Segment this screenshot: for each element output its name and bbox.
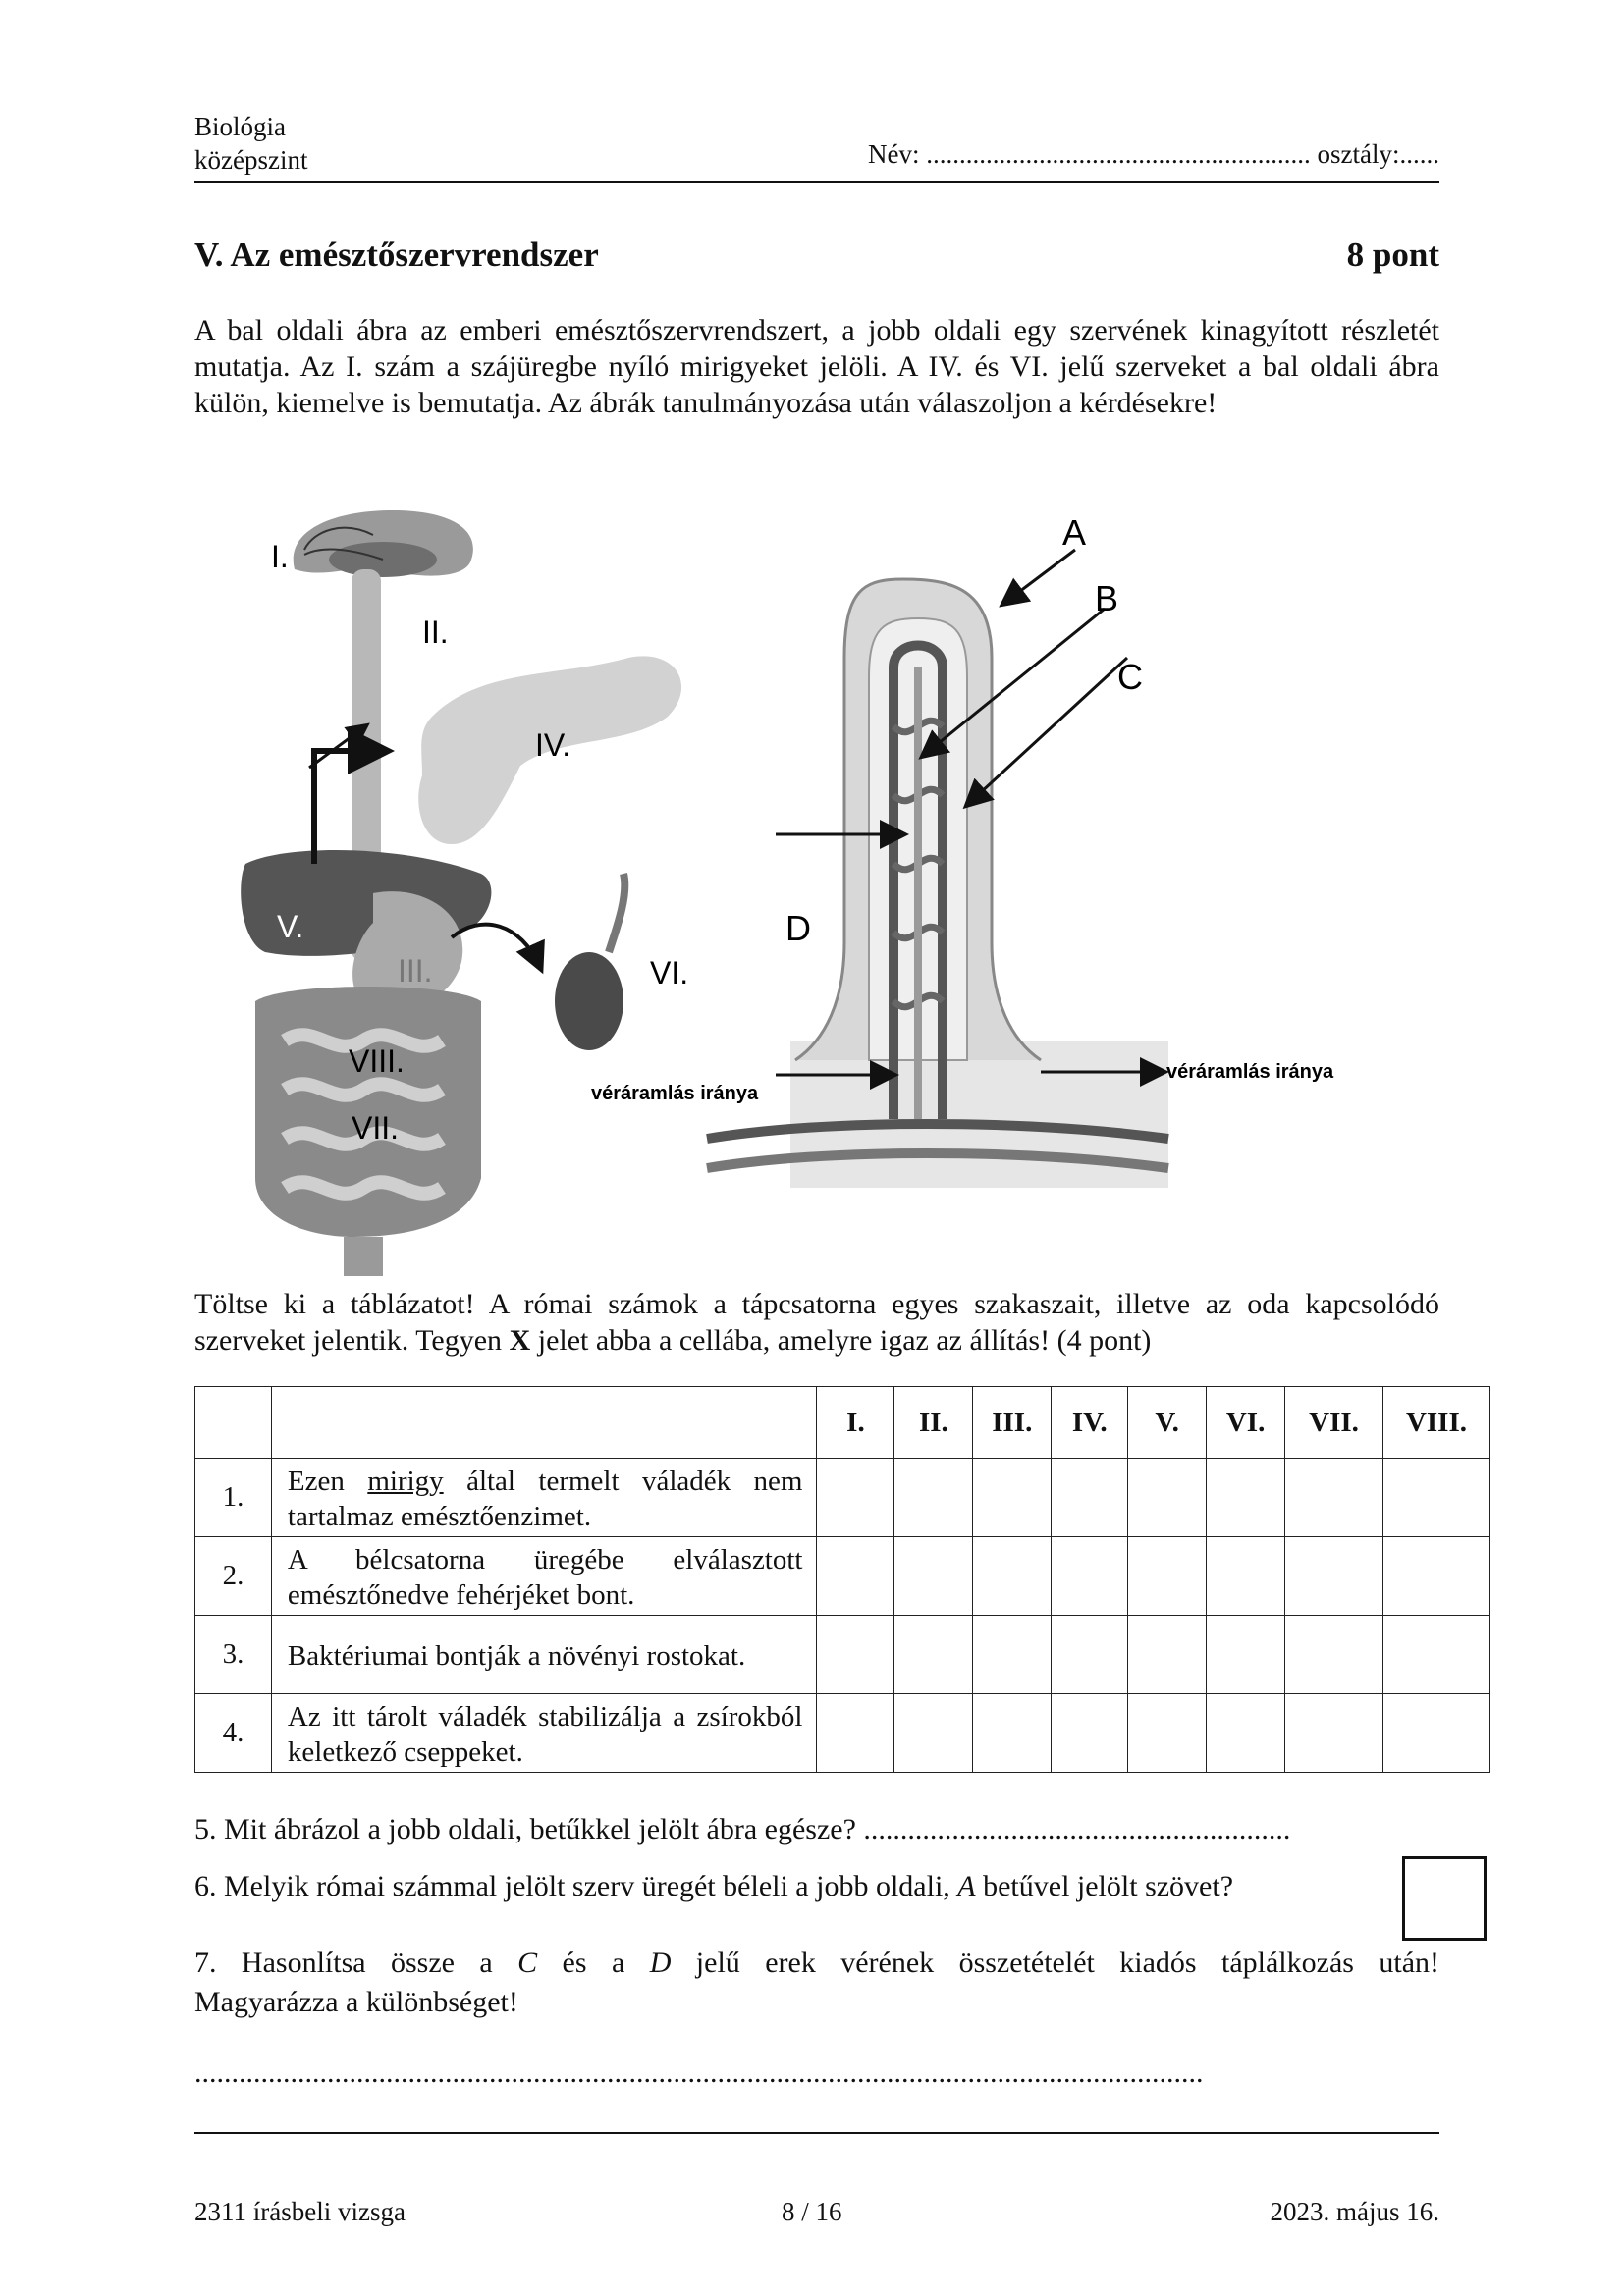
column-header: V. (1128, 1387, 1207, 1459)
column-header: VI. (1207, 1387, 1285, 1459)
answer-cell[interactable] (1285, 1616, 1383, 1694)
column-header: I. (817, 1387, 894, 1459)
question-6-letter: A (957, 1870, 976, 1902)
column-header: VII. (1285, 1387, 1383, 1459)
flow-out-label: véráramlás iránya (1166, 1061, 1334, 1083)
label-d: D (785, 908, 811, 948)
column-header: IV. (1052, 1387, 1128, 1459)
column-header: VIII. (1382, 1387, 1489, 1459)
table-row (195, 1459, 1490, 1537)
header-level: középszint (194, 145, 308, 175)
answer-cell[interactable] (1207, 1459, 1285, 1537)
answer-cell[interactable] (1382, 1616, 1489, 1694)
answer-cell[interactable] (894, 1694, 973, 1773)
answer-cell[interactable] (817, 1459, 894, 1537)
answer-cell[interactable] (973, 1694, 1052, 1773)
question-7-text: 7. Hasonlítsa össze a (194, 1947, 518, 1979)
header-name-field: Név: .......................................................... osztály:...... (868, 139, 1439, 169)
row-statement: Az itt tárolt váladék stabilizálja a zsírokból keletkező cseppeket. (271, 1694, 817, 1773)
answer-cell[interactable] (1052, 1537, 1128, 1616)
answer-cell[interactable] (1382, 1537, 1489, 1616)
statement-text: által termelt váladék nem tartalmaz emésztőenzimet. (287, 1465, 803, 1532)
label-a: A (1062, 512, 1087, 553)
label-ii: II. (422, 614, 449, 650)
row-number: 4. (195, 1694, 272, 1773)
label-b: B (1095, 578, 1119, 618)
question-7-text: és a (537, 1947, 650, 1979)
answer-cell[interactable] (1128, 1537, 1207, 1616)
answer-cell[interactable] (1285, 1694, 1383, 1773)
label-iii: III. (398, 953, 433, 988)
answer-cell[interactable] (894, 1537, 973, 1616)
instructions-text-2: jelet abba a cellába, amelyre igaz az állítás! (4 pont) (530, 1324, 1152, 1357)
answer-cell[interactable] (1285, 1537, 1383, 1616)
row-number: 2. (195, 1537, 272, 1616)
question-7-line2: Magyarázza a különbséget! (194, 1986, 518, 2018)
answer-cell[interactable] (1207, 1694, 1285, 1773)
row-statement: A bélcsatorna üregébe elválasztott emésztőnedve fehérjéket bont. (271, 1537, 817, 1616)
column-header: III. (973, 1387, 1052, 1459)
question-7-text: jelű erek vérének összetételét kiadós táplálkozás után! (671, 1947, 1440, 1979)
footer-page: 8 / 16 (782, 2197, 842, 2226)
statement-underlined: mirigy (367, 1465, 444, 1497)
flow-in-label: véráramlás iránya (591, 1083, 759, 1104)
answer-cell[interactable] (817, 1694, 894, 1773)
question-7 (194, 1944, 1439, 1983)
label-vi: VI. (650, 955, 689, 990)
label-c: C (1117, 657, 1143, 697)
instructions-mark: X (509, 1324, 531, 1357)
answer-cell[interactable] (894, 1616, 973, 1694)
answer-cell[interactable] (1285, 1459, 1383, 1537)
label-viii: VIII. (349, 1043, 405, 1079)
answer-cell[interactable] (1052, 1694, 1128, 1773)
instructions-text-1: Töltse ki a táblázatot! A római számok a tápcsatorna egyes szakaszait, illetve az oda kapcsolódó szerveket jelentik. Tegyen (194, 1288, 1439, 1357)
question-6-text: 6. Melyik római számmal jelölt szerv üregét béleli a jobb oldali, (194, 1870, 958, 1902)
header-cell-empty (271, 1387, 817, 1459)
question-5: 5. Mit ábrázol a jobb oldali, betűkkel jelölt ábra egésze? .......................................................... (194, 1813, 1291, 1845)
footer-rule (194, 2132, 1439, 2134)
section-points: 8 pont (1346, 236, 1439, 274)
answer-cell[interactable] (817, 1616, 894, 1694)
header-subject: Biológia (194, 112, 286, 141)
column-header: II. (894, 1387, 973, 1459)
row-number: 3. (195, 1616, 272, 1694)
villus-figure (579, 510, 1365, 1198)
statement-text: Ezen (287, 1465, 368, 1497)
answer-cell[interactable] (1207, 1537, 1285, 1616)
question-6-answer-box[interactable] (1402, 1856, 1487, 1941)
answer-cell[interactable] (973, 1616, 1052, 1694)
question-6 (194, 1867, 1233, 1906)
footer-date: 2023. május 16. (1270, 2197, 1439, 2226)
answer-cell[interactable] (1128, 1459, 1207, 1537)
table-header-row (195, 1387, 1490, 1459)
answer-cell[interactable] (1128, 1616, 1207, 1694)
row-statement: Baktériumai bontják a növényi rostokat. (271, 1616, 817, 1694)
question-7-letter-c: C (517, 1947, 538, 1979)
answer-cell[interactable] (1128, 1694, 1207, 1773)
answer-cell[interactable] (973, 1459, 1052, 1537)
answer-cell[interactable] (1207, 1616, 1285, 1694)
answer-cell[interactable] (1382, 1694, 1489, 1773)
table-instructions (194, 1286, 1439, 1359)
label-iv: IV. (535, 727, 571, 763)
table-row (195, 1537, 1490, 1616)
intro-paragraph: A bal oldali ábra az emberi emésztőszervrendszert, a jobb oldali egy szervének kinagyított részletét mutatja. Az I. szám a szájüregbe nyíló mirigyeket jelöli. A IV. és VI. jelű szerveket a bal oldali ábra külön, kiemelve is bemutatja. Az ábrák tanulmányozása után válaszoljon a kérdésekre! (194, 314, 1439, 419)
footer-exam: 2311 írásbeli vizsga (194, 2197, 406, 2226)
label-v: V. (277, 909, 304, 944)
row-statement (271, 1459, 817, 1537)
answer-cell[interactable] (817, 1537, 894, 1616)
answer-cell[interactable] (1052, 1616, 1128, 1694)
answer-cell[interactable] (1382, 1459, 1489, 1537)
label-vii: VII. (352, 1110, 400, 1146)
answer-line[interactable]: ......................................................................................................................................... (194, 2056, 1204, 2089)
question-7-letter-d: D (649, 1947, 672, 1979)
section-title: V. Az emésztőszervrendszer (194, 236, 599, 274)
answer-cell[interactable] (1052, 1459, 1128, 1537)
row-number: 1. (195, 1459, 272, 1537)
answer-cell[interactable] (894, 1459, 973, 1537)
header-rule (194, 181, 1439, 183)
table-row (195, 1694, 1490, 1773)
label-i: I. (271, 539, 289, 574)
answer-cell[interactable] (973, 1537, 1052, 1616)
header-cell-empty (195, 1387, 272, 1459)
answer-table (194, 1386, 1490, 1773)
table-row (195, 1616, 1490, 1694)
question-6-text: betűvel jelölt szövet? (975, 1870, 1234, 1902)
